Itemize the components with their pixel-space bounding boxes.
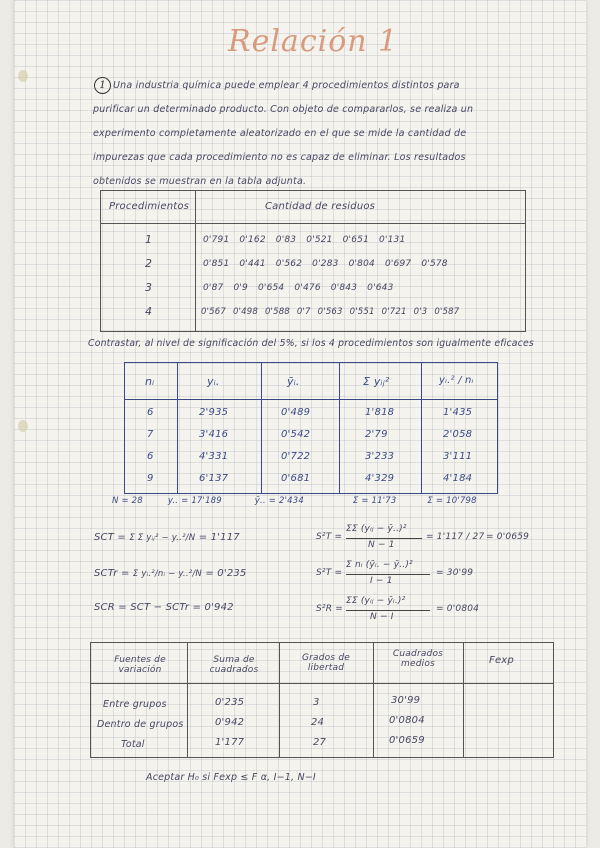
statement-line: Una industria química puede emplear 4 procedimientos distintos para xyxy=(113,80,460,91)
punch-hole xyxy=(18,420,28,432)
statement-line: purificar un determinado producto. Con objeto de compararlos, se realiza un xyxy=(93,104,474,115)
total-ybar: ȳ.. = 2'434 xyxy=(254,496,304,506)
table-cell: 0'0804 xyxy=(389,715,425,726)
col-header-sumsq: Σ yᵢⱼ² xyxy=(363,375,390,388)
total-sumsq: Σ = 11'73 xyxy=(352,496,397,506)
table-cell: 0'489 xyxy=(281,407,311,418)
data-table xyxy=(100,190,526,332)
procedure-label: 3 xyxy=(145,281,153,294)
table-cell: 4'331 xyxy=(199,451,229,462)
table-cell: 0'235 xyxy=(215,697,245,708)
table-row: 0'851 0'441 0'562 0'283 0'804 0'697 0'578 xyxy=(203,259,448,269)
table-cell: Entre grupos xyxy=(103,699,167,710)
table-cell: 3'416 xyxy=(199,429,229,440)
table-cell: 1'818 xyxy=(365,407,395,418)
contrast-statement: Contrastar, al nivel de significación del 5%, si los 4 procedimientos son igualmente eficaces xyxy=(88,338,534,349)
procedure-label: 2 xyxy=(145,257,153,270)
table-cell: 3'233 xyxy=(365,451,395,462)
table-cell: Total xyxy=(121,739,145,750)
header-residues: Cantidad de residuos xyxy=(265,201,376,212)
formula-scr: SCR = SCT − SCTr = 0'942 xyxy=(94,602,234,613)
table-cell: 2'058 xyxy=(443,429,473,440)
totals-row xyxy=(112,496,477,506)
table-cell: 0'542 xyxy=(281,429,311,440)
procedure-label: 1 xyxy=(145,233,153,246)
table-cell: 0'681 xyxy=(281,473,311,484)
table-row: 0'87 0'9 0'654 0'476 0'843 0'643 xyxy=(203,283,394,293)
table-cell: 6'137 xyxy=(199,473,229,484)
table-row: 0'791 0'162 0'83 0'521 0'651 0'131 xyxy=(203,235,406,245)
table-cell: 0'0659 xyxy=(389,735,425,746)
table-cell: 27 xyxy=(313,737,327,748)
formula-sct: SCT = Σ Σ yᵢⱼ² − y..²/N = 1'117 xyxy=(94,532,240,543)
table-cell: 2'79 xyxy=(365,429,388,440)
table-row: 0'567 0'498 0'588 0'7 0'563 0'551 0'721 0'3 0'587 xyxy=(201,307,460,317)
col-header-df: Grados de libertad xyxy=(301,653,350,673)
table-cell: 1'435 xyxy=(443,407,473,418)
summary-table xyxy=(124,362,498,494)
col-header-ms: Cuadrados medios xyxy=(392,649,444,669)
exercise-number: 1 xyxy=(94,77,111,94)
table-cell: 1'177 xyxy=(215,737,245,748)
table-cell: 9 xyxy=(147,473,154,484)
col-header-n: nᵢ xyxy=(145,375,155,388)
table-cell: 24 xyxy=(311,717,325,728)
header-procedures: Procedimientos xyxy=(109,201,190,212)
total-ratio: Σ = 10'798 xyxy=(427,496,477,506)
table-cell: 4'184 xyxy=(443,473,473,484)
statement-line: obtenidos se muestran en la tabla adjunta. xyxy=(93,176,307,187)
statement-line: experimento completamente aleatorizado en el que se mide la cantidad de xyxy=(93,128,467,139)
anova-table xyxy=(90,642,554,758)
table-cell: Dentro de grupos xyxy=(97,719,184,730)
total-n: N = 28 xyxy=(112,496,143,506)
col-header-fexp: Fexp xyxy=(489,655,514,666)
statement-line: impurezas que cada procedimiento no es capaz de eliminar. Los resultados xyxy=(93,152,466,163)
total-y: y.. = 17'189 xyxy=(167,496,222,506)
table-cell: 0'942 xyxy=(215,717,245,728)
col-header-yi: yᵢ. xyxy=(207,375,220,388)
formula-sctr: SCTr = Σ yᵢ.²/nᵢ − y..²/N = 0'235 xyxy=(94,568,247,579)
col-header-ratio: yᵢ.² / nᵢ xyxy=(439,375,474,386)
punch-hole xyxy=(18,70,28,82)
table-cell: 3 xyxy=(313,697,320,708)
page-title: Relación 1 xyxy=(228,24,399,59)
table-cell: 3'111 xyxy=(443,451,473,462)
col-header-ybar: ȳᵢ. xyxy=(287,375,300,388)
procedure-label: 4 xyxy=(145,305,153,318)
table-cell: 6 xyxy=(147,451,154,462)
table-cell: 6 xyxy=(147,407,154,418)
decision-rule: Aceptar H₀ si Fexp ≤ F α, I−1, N−I xyxy=(146,772,316,783)
table-cell: 30'99 xyxy=(391,695,421,706)
table-cell: 4'329 xyxy=(365,473,395,484)
col-header-ss: Suma de cuadrados xyxy=(209,655,259,675)
col-header-source: Fuentes de variación xyxy=(114,655,166,675)
table-cell: 7 xyxy=(147,429,154,440)
table-cell: 0'722 xyxy=(281,451,311,462)
table-cell: 2'935 xyxy=(199,407,229,418)
